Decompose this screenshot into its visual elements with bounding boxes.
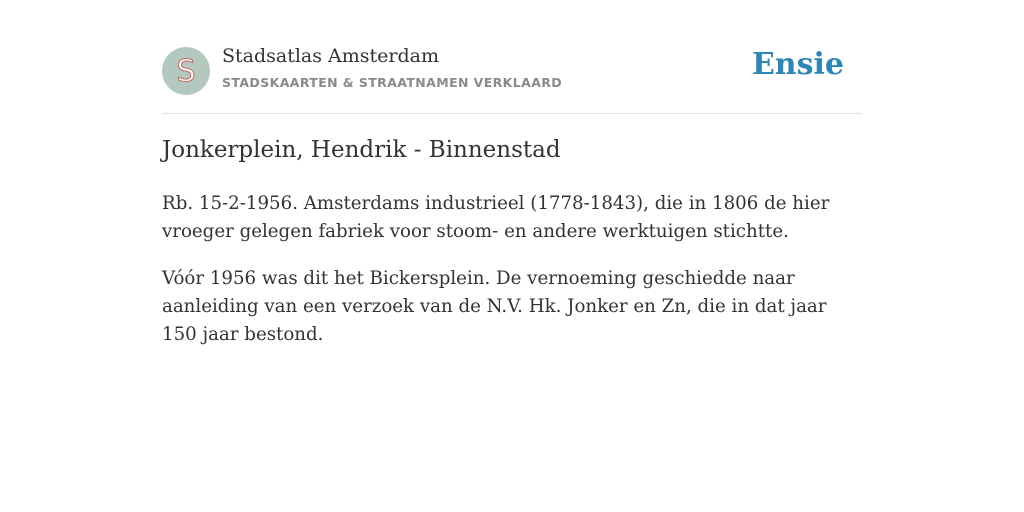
site-title[interactable]: Stadsatlas Amsterdam <box>222 45 440 67</box>
site-subtitle: STADSKAARTEN & STRAATNAMEN VERKLAARD <box>222 75 563 90</box>
ensie-logo-link[interactable]: Ensie <box>751 47 844 82</box>
site-avatar[interactable] <box>162 47 210 95</box>
page-container <box>162 0 862 345</box>
article-paragraph: Vóór 1956 was dit het Bickersplein. De vernoeming geschiedde naar aanleiding van een verzoek van de N.V. Hk. Jonker en Zn, die in dat jaar 150 jaar bestond. <box>162 268 827 345</box>
article-title: Jonkerplein, Hendrik - Binnenstad <box>162 137 561 163</box>
article-paragraph: Rb. 15-2-1956. Amsterdams industrieel (1778-1843), die in 1806 de hier vroeger gelegen fabriek voor stoom- en andere werktuigen stichtte. <box>162 193 830 242</box>
site-header <box>162 0 862 114</box>
avatar-letter: S <box>176 53 196 89</box>
